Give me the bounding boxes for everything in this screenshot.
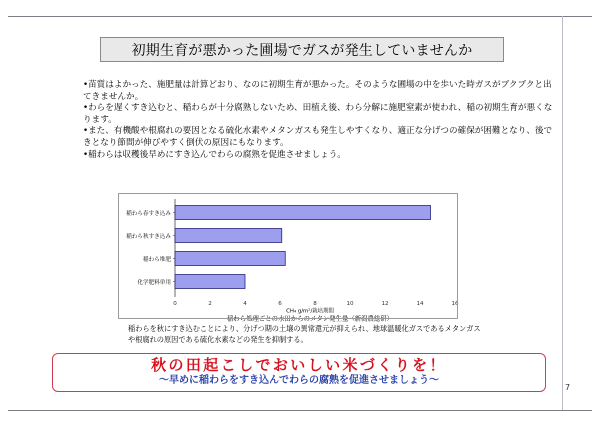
- bar: [175, 252, 285, 266]
- category-label: 稲わら春すき込み: [126, 211, 171, 217]
- banner-sub-text: ～早めに稲わらをすき込んでわらの腐熟を促進させましょう～: [159, 375, 439, 386]
- bar: [175, 206, 431, 220]
- category-label: 稲わら秋すき込み: [126, 234, 171, 240]
- x-tick-label: 2: [208, 301, 212, 307]
- banner-main-text: 秋の田起こしでおいしい米づくりを！: [151, 356, 447, 374]
- chart-caption: 稲わら処理ごとの水田からのメタン発生量（新潟農総研）: [226, 314, 394, 323]
- x-tick-label: 10: [346, 301, 354, 307]
- slogan-banner: [52, 353, 546, 392]
- x-tick-label: 16: [451, 301, 459, 307]
- bar: [175, 275, 245, 289]
- bar: [175, 229, 282, 243]
- x-tick-label: 6: [278, 301, 282, 307]
- right-margin-rule: [562, 16, 563, 410]
- category-label: 化学肥料単用: [137, 280, 171, 286]
- slide-title-text: 初期生育が悪かった圃場でガスが発生していませんか: [131, 42, 473, 59]
- x-tick-label: 0: [173, 301, 177, 307]
- bullet-list: [83, 80, 553, 161]
- bullet-item: •苗質はよかった、施肥量は計算どおり、なのに初期生育が悪かった。そのような圃場の中を歩いた時ガスがブクブクと出てきませんか。: [83, 80, 552, 102]
- x-tick-label: 8: [313, 301, 317, 307]
- slide-title: [100, 37, 504, 62]
- chart-note-line: や根腐れの原因である硫化水素などの発生を抑制する。: [128, 334, 308, 344]
- x-tick-label: 12: [381, 301, 389, 307]
- top-rule: [8, 16, 592, 17]
- page-number: 7: [565, 383, 571, 392]
- methane-bar-chart: [115, 193, 475, 323]
- bullet-item: •わらを遅くすき込むと、稲わらが十分腐熟しないため、田植え後、わら分解に施肥窒素が使われ、稲の初期生育が悪くなります。: [83, 103, 553, 125]
- bullet-item: •また、有機酸や根腐れの要因となる硫化水素やメタンガスも発生しやすくなり、適正な分げつの確保が困難となり、後できとなり節間が伸びやすく倒伏の原因にもなります。: [83, 126, 553, 148]
- x-tick-label: 4: [243, 301, 247, 307]
- chart-note-line: 稲わらを秋にすき込むことにより、分げつ期の土壌の異常還元が抑えられ、地球温暖化ガスであるメタンガス: [128, 324, 481, 333]
- bottom-rule: [8, 410, 592, 411]
- category-label: 稲わら堆肥: [143, 257, 171, 263]
- bullet-item: •稲わらは収穫後早めにすき込んでわらの腐熟を促進させましょう。: [83, 149, 346, 160]
- x-axis-label: CH₄ g/m²/栽培期間: [286, 308, 334, 315]
- chart-note: [128, 324, 558, 345]
- x-tick-label: 14: [416, 301, 424, 307]
